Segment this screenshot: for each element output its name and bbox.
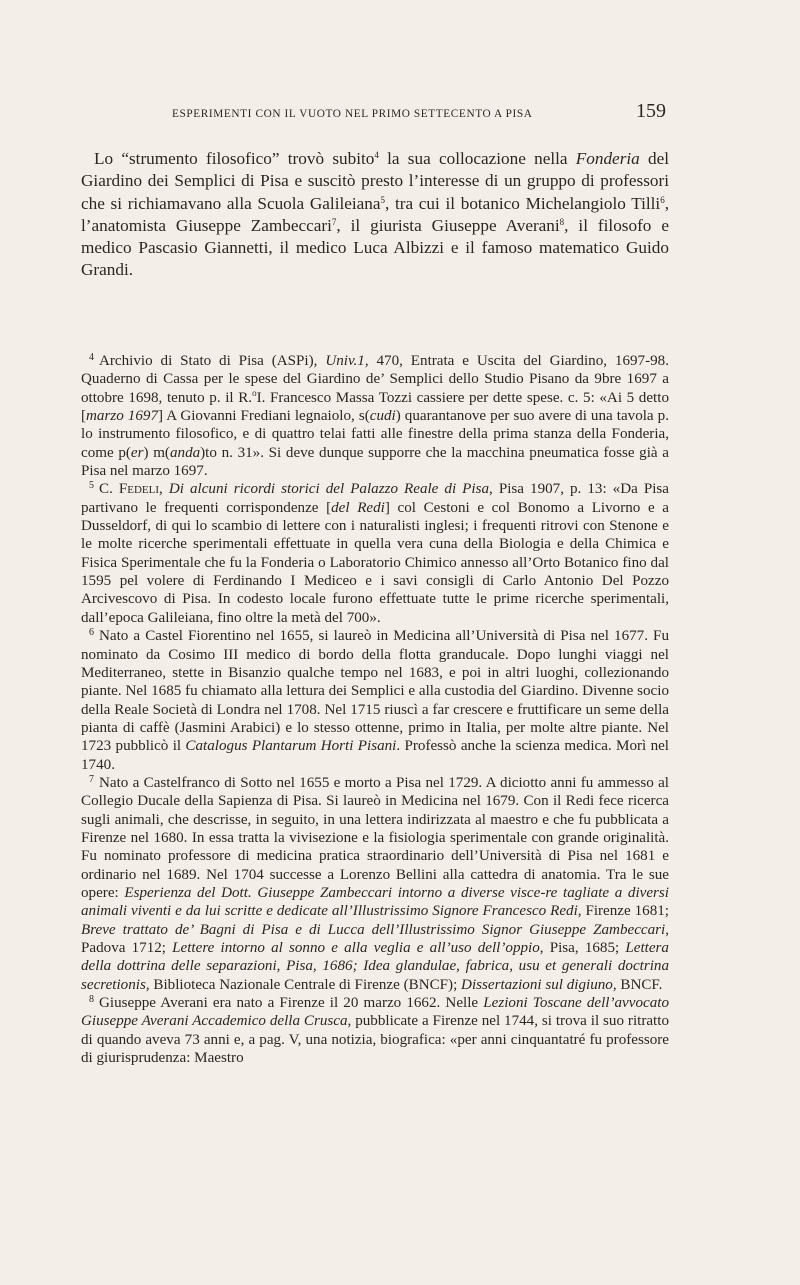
italic-run: Di alcuni ricordi storici del Palazzo Reale di Pisa	[168, 481, 490, 498]
body-paragraph	[81, 148, 669, 282]
text-run: del Giardino dei Semplici di Pisa e suscitò presto l’interesse di un gruppo di professori che si richiamavano alla Scuola Galileiana	[81, 149, 670, 213]
text-run: , BNCF.	[612, 976, 663, 993]
text-run: , l’anatomista Giuseppe Zambeccari	[81, 193, 669, 235]
superscript: o	[252, 387, 257, 398]
italic-run: er	[130, 444, 144, 461]
footnote-7	[81, 774, 669, 994]
text-run: ) quarantanove per suo avere di una tavola p. lo instrumento filosofico, e di quattro telai fatti alle finestre della prima stanza della Fonderia, come p(	[81, 408, 669, 461]
italic-run: cudi	[369, 408, 396, 425]
text-run: Archivio di Stato di Pisa (ASPi),	[99, 353, 326, 369]
text-run: , tra cui il botanico Michelangiolo Tilli	[385, 193, 661, 213]
footnote-ref-4[interactable]: 4	[374, 150, 379, 160]
text-run: , Firenze 1681;	[577, 903, 669, 920]
page-number: 159	[636, 100, 666, 122]
text-run: Nato a Castelfranco di Sotto nel 1655 e morto a Pisa nel 1729. A diciotto anni fu ammesso al Collegio Ducale della Sapienza di Pisa. Si laureò in Medicina nel 1679. Con il Redi fece ricerca sugli animali, che descrisse, in seguito, in una lettera indirizzata al maestro e che fu pubblicata a Firenze nel 1680. In essa tratta la vivisezione e la fisiologia sperimentale con grande originalità. Fu nominato professore di medicina pratica straordinario dell’Università di Pisa nel 1681 e ordinario nel 1689. Nel 1704 successe a Lorenzo Bellini alla cattedra di anatomia. Tra le sue opere:	[81, 774, 669, 901]
running-head: ESPERIMENTI CON IL VUOTO NEL PRIMO SETTECENTO A PISA	[172, 108, 533, 120]
italic-run: Catalogus Plantarum Horti Pisani	[185, 738, 397, 755]
text-run: Giuseppe Averani era nato a Firenze il 20 marzo 1662. Nelle	[99, 995, 484, 1012]
author-name: Fedeli	[118, 481, 160, 498]
footnote-number: 5	[89, 480, 94, 492]
text-run: I. Francesco Massa Tozzi cassiere per dette spese. c. 5: «Ai 5 detto [	[81, 389, 669, 425]
italic-run: Breve trattato de’ Bagni di Pisa e di Lucca dell’Illustrissimo Signor Giuseppe Zambeccari	[81, 921, 666, 938]
italic-run: anda	[169, 444, 201, 461]
text-run: , pubblicate a Firenze nel 1744, si trova il suo ritratto di quando aveva 73 anni e, a pag. V, una notizia, biografica: «per anni cinquantatré fu professore di giurisprudenza: Maestro	[81, 1013, 669, 1067]
page-header	[0, 100, 800, 130]
text-run: , 470, Entrata e Uscita del Giardino, 1697-98. Quaderno di Cassa per le spese del Giardino de’ Semplici dello Studio Pisano da 9bre 1697 a ottobre 1698, tenuto p. il R.	[81, 353, 669, 406]
paragraph	[81, 148, 669, 282]
italic-run: marzo 1697	[86, 408, 158, 425]
footnote-ref-6[interactable]: 6	[660, 194, 665, 205]
italic-run: Lettera della dottrina delle separazioni, Pisa, 1686; Idea glandulae, fabrica, usu et generali doctrina secretionis	[81, 940, 669, 993]
italic-run: Univ.1	[325, 353, 365, 369]
footnote-4	[81, 352, 669, 480]
footnote-number: 4	[89, 352, 94, 363]
text-run: ,	[159, 481, 169, 498]
footnote-6	[81, 627, 669, 774]
text-run: , il giurista Giuseppe Averani	[336, 215, 560, 235]
text-run: )to n. 31». Si deve dunque supporre che la macchina pneumatica fosse già a Pisa nel marzo 1697.	[81, 444, 669, 480]
footnote-ref-7[interactable]: 7	[331, 216, 337, 227]
footnote-number: 8	[89, 994, 94, 1006]
footnote-ref-5[interactable]: 5	[380, 194, 385, 205]
italic-run: Lezioni Toscane dell’avvocato Giuseppe Averani Accademico della Crusca	[81, 995, 669, 1030]
text-run: , Pisa, 1685;	[539, 940, 626, 956]
footnotes	[81, 352, 669, 1067]
text-run: ] A Giovanni Frediani legnaiolo, s(	[158, 408, 370, 425]
italic-run: Dissertazioni sul digiuno	[461, 976, 613, 993]
text-run: C.	[99, 481, 119, 498]
text-run: . Professò anche la scienza medica. Morì nel 1740.	[81, 738, 670, 773]
footnote-number: 7	[89, 773, 94, 785]
text-run: Lo “strumento filosofico” trovò subito	[94, 149, 375, 168]
italic-run: Esperienza del Dott. Giuseppe Zambeccari intorno a diverse visce-re tagliate a diversi animali viventi e da lui scritte e dedicate all’Illustrissimo Signore Francesco Redi	[81, 884, 669, 920]
text-run: , il filosofo e medico Pascasio Giannetti, il medico Luca Albizzi e il famoso matematico Guido Grandi.	[81, 215, 669, 280]
text-run: , Pisa 1907, p. 13: «Da Pisa partivano le frequenti corrispondenze [	[81, 481, 670, 516]
italic-run: Lettere intorno al sonno e alla veglia e all’uso dell’oppio	[172, 940, 540, 956]
footnote-number: 6	[89, 627, 94, 639]
footnote-8	[81, 994, 669, 1067]
text-run: Nato a Castel Fiorentino nel 1655, si laureò in Medicina all’Università di Pisa nel 1677. Fu nominato da Cosimo III medico di bordo della flotta granducale. Dopo lunghi viaggi nel Mediterraneo, stette in Bisanzio qualche tempo nel 1683, e poi in altri luoghi, collezionando piante. Nel 1685 fu chiamato alla lettura dei Semplici e alla custodia del Giardino. Divenne socio della Reale Società di Londra nel 1708. Nel 1715 riuscì a far crescere e fruttificare un seme della pianta di caffè (Jasmini Arabici) e lo stesso ottenne, primo in Italia, per molte altre piante. Nel 1723 pubblicò il	[81, 628, 669, 755]
footnote-5	[81, 480, 669, 627]
text-run: la sua collocazione nella	[378, 149, 576, 168]
text-run: , Padova 1712;	[81, 921, 669, 956]
italic-run: del Redi	[331, 499, 385, 516]
footnote-ref-8[interactable]: 8	[559, 216, 565, 227]
italic-run: Fonderia	[575, 149, 640, 168]
text-run: ] col Cestoni e col Bonomo a Livorno e a Dusseldorf, di qui lo scambio di lettere con i naturalisti inglesi; i frequenti ritrovi con Stenone e le molte ricerche sperimentali effettuate in quella vera cuna della Biologia e della Chimica e Fisica Sperimentale che fu la Fonderia o Laboratorio Chimico annesso all’Orto Botanico fino dal 1595 pel volere di Ferdinando I Mediceo e i savi consigli di Carlo Antonio Del Pozzo Arcivescovo di Pisa. In codesto locale furono effettuate tutte le prime ricerche sperimentali, dall’epoca Galileiana, fino oltre la metà del 700».	[81, 499, 669, 626]
text-run: , Biblioteca Nazionale Centrale di Firenze (BNCF);	[145, 976, 462, 993]
text-run: ) m(	[143, 444, 170, 461]
